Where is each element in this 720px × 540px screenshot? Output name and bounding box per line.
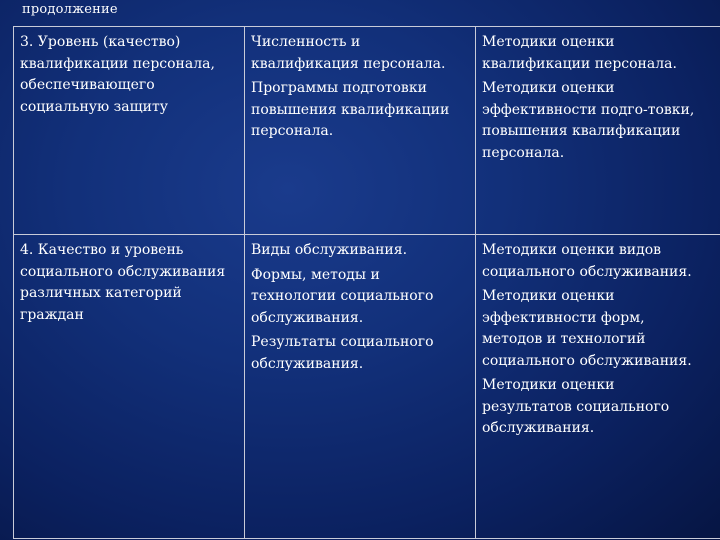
- table-cell-criterion: [14, 235, 245, 539]
- cell-text: методов и технологий: [482, 331, 646, 347]
- slide-caption: продолжение: [22, 2, 118, 17]
- table-row: [14, 235, 720, 539]
- cell-text: Методики оценки: [482, 34, 615, 50]
- cell-text: обслуживания.: [251, 309, 364, 326]
- cell-text: квалификации персонала.: [482, 55, 677, 72]
- cell-text: обслуживания.: [482, 420, 595, 436]
- cell-text: результатов социального: [482, 398, 670, 415]
- table-cell-methods: [476, 27, 720, 235]
- cell-text: социального обслуживания.: [482, 263, 692, 280]
- cell-text: эффективности подго-товки,: [482, 101, 695, 118]
- cell-text: персонала.: [482, 144, 565, 161]
- cell-text: повышения квалификации: [482, 123, 681, 139]
- cell-text: 3. Уровень (качество): [20, 34, 181, 50]
- cell-text: Методики оценки: [482, 80, 615, 96]
- cell-text: обслуживания.: [251, 355, 364, 372]
- cell-text: социальную защиту: [20, 98, 168, 115]
- cell-text: повышения квалификации: [251, 101, 450, 118]
- table-cell-indicators: [245, 235, 476, 539]
- cell-text: обеспечивающего: [20, 77, 155, 93]
- cell-text: 4. Качество и уровень: [20, 242, 184, 258]
- cell-text: Численность и: [251, 34, 361, 50]
- cell-text: Программы подготовки: [251, 80, 427, 96]
- cell-text: эффективности форм,: [482, 309, 645, 326]
- cell-text: социального обслуживания.: [482, 352, 692, 369]
- cell-text: Методики оценки: [482, 377, 615, 393]
- cell-text: персонала.: [251, 123, 334, 139]
- cell-text: Методики оценки видов: [482, 242, 661, 258]
- cell-text: квалификации персонала,: [20, 55, 215, 72]
- cell-text: различных категорий: [20, 285, 182, 301]
- cell-text: Результаты социального: [251, 334, 434, 350]
- cell-text: граждан: [20, 306, 84, 323]
- cell-text: технологии социального: [251, 288, 434, 304]
- table-cell-criterion: [14, 27, 245, 235]
- cell-text: Формы, методы и: [251, 266, 380, 283]
- cell-text: квалификация персонала.: [251, 55, 446, 72]
- cell-text: Методики оценки: [482, 288, 615, 304]
- cell-text: социального обслуживания: [20, 263, 226, 280]
- cell-text: Виды обслуживания.: [251, 242, 408, 258]
- table-cell-methods: [476, 235, 720, 539]
- table-cell-indicators: [245, 27, 476, 235]
- criteria-table: [13, 26, 718, 539]
- table-row: [14, 27, 720, 235]
